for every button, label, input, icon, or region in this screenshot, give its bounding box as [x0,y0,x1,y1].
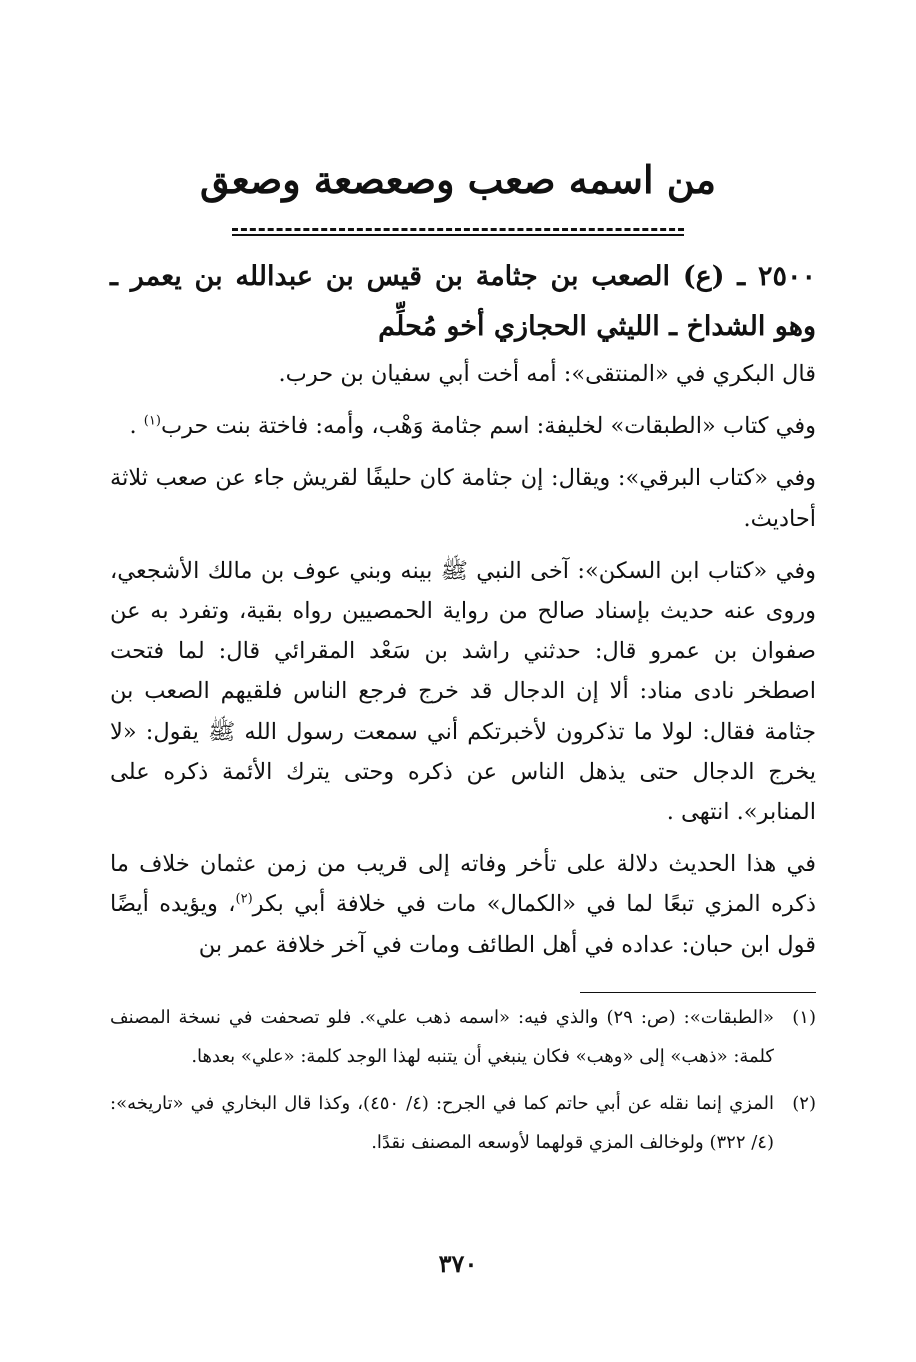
entry-body [110,354,816,965]
page-number: ٣٧٠ [438,1249,478,1278]
paragraph-ibn-sakan: وفي «كتاب ابن السكن»: آخى النبي ﷺ بينه وبني عوف بن مالك الأشجعي، وروى عنه حديث بإسناد صالح من رواية الحمصيين رواه بقية، وتفرد به عن صفوان بن عمرو قال: حدثني راشد بن سَعْد المقرائي قال: لما فتحت اصطخر نادى مناد: ألا إن الدجال قد خرج فرجع الناس فلقيهم الصعب بن جثامة فقال: لولا ما تذكرون لأخبرتكم أني سمعت رسول الله ﷺ يقول: «لا يخرج الدجال حتى يذهل الناس عن ذكره وحتى يترك الأئمة ذكره على المنابر». انتهى . [110,557,816,826]
footnote-2-number: (٢) [792,1093,816,1114]
paragraph-commentary-part2: ، ويؤيده أيضًا قول ابن حبان: عداده في أهل الطائف ومات في آخر خلافة عمر بن [110,891,816,958]
entry-heading: ٢٥٠٠ ـ (ع) الصعب بن جثامة بن قيس بن عبدالله بن يعمر ـ وهو الشداخ ـ الليثي الحجازي أخو مُحلِّم [110,261,816,342]
paragraph-tabaqat-text: وفي كتاب «الطبقات» لخليفة: اسم جثامة وَهْب، وأمه: فاختة بنت حرب [160,413,816,440]
footnote-ref-1[interactable]: (١) [143,413,161,429]
paragraph-commentary [110,844,816,965]
paragraph-tabaqat: وفي كتاب «الطبقات» لخليفة: اسم جثامة وَهْب، وأمه: فاختة بنت حرب$^{(١)}$ . [129,413,816,440]
paragraph-barqi: وفي «كتاب البرقي»: ويقال: إن جثامة كان حليفًا لقريش جاء عن صعب ثلاثة أحاديث. [110,465,816,532]
title-divider-line [232,234,684,236]
footnotes [110,998,816,1170]
footnote-2 [110,1084,816,1162]
footnote-1-number: (١) [792,1007,816,1028]
title-divider [232,228,684,231]
footnote-2-text: المزي إنما نقله عن أبي حاتم كما في الجرح: (٤/ ٤٥٠)، وكذا قال البخاري في «تاريخه»: (٤/ ٣٢٢) ولوخالف المزي قولهما لأوسعه المصنف نقدًا. [110,1093,774,1153]
paragraph-commentary-part1: في هذا الحديث دلالة على تأخر وفاته إلى قريب من زمن عثمان خلاف ما ذكره المزي تبعًا لما في «الكمال» مات في خلافة أبي بكر [110,851,816,918]
paragraph-bakri: قال البكري في «المنتقى»: أمه أخت أبي سفيان بن حرب. [278,361,816,387]
footnote-ref-2[interactable]: (٢) [235,891,253,907]
footnote-1 [110,998,816,1076]
chapter-title: من اسمه صعب وصعصعة وصعق [199,157,717,202]
footnote-divider [580,992,816,993]
footnote-1-text: «الطبقات»: (ص: ٢٩) والذي فيه: «اسمه ذهب علي». فلو تصحفت في نسخة المصنف كلمة: «ذهب» إلى «وهب» فكان ينبغي أن يتنبه لهذا الوجد كلمة: «علي» بعدها. [110,1007,774,1067]
